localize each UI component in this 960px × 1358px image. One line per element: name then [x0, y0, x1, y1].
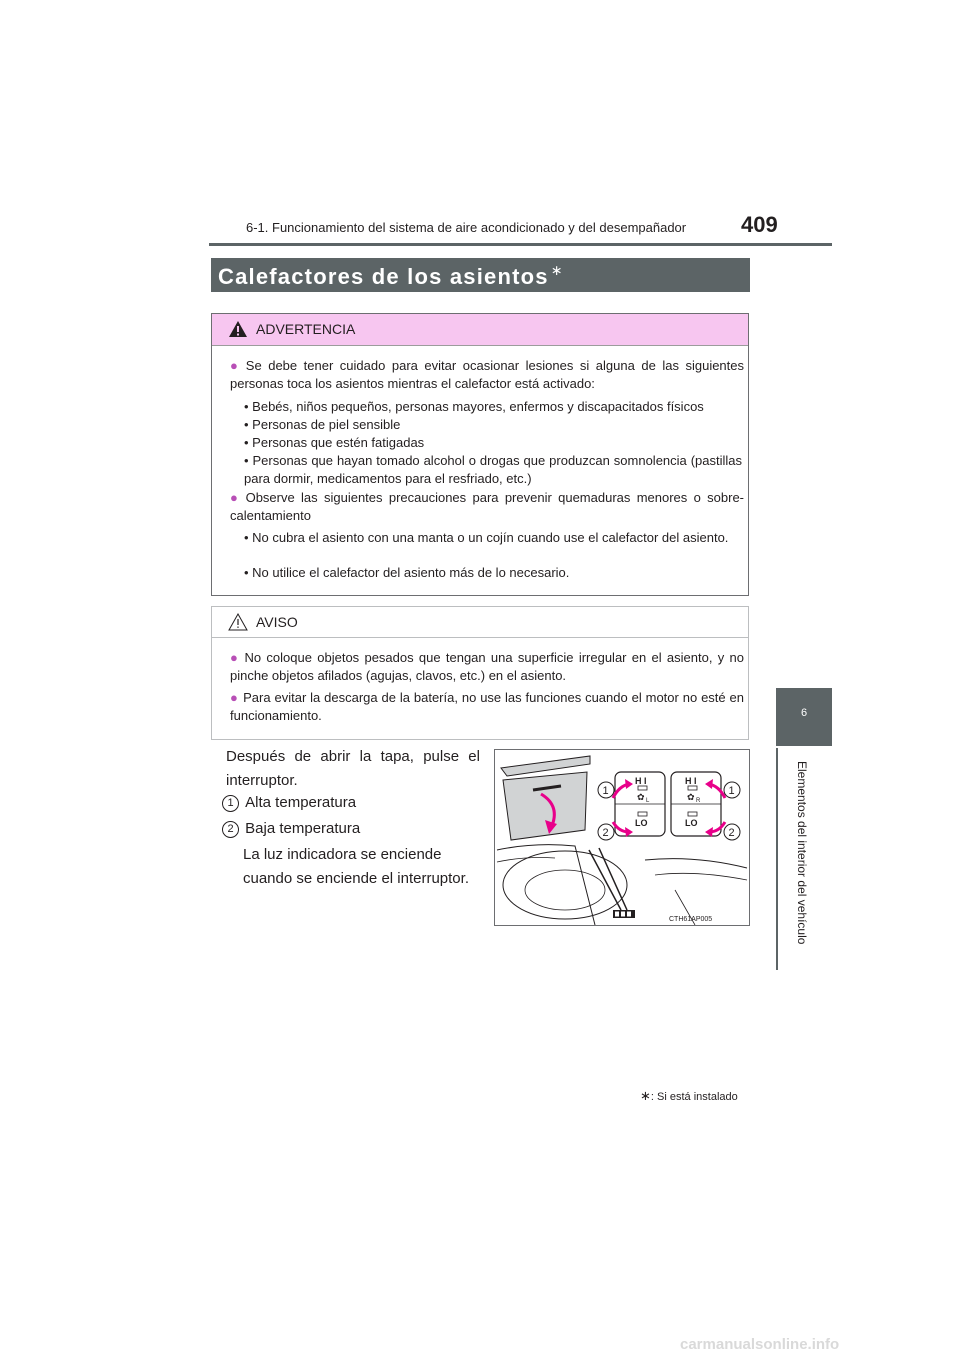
chapter-number: 6: [800, 707, 808, 719]
hi-label-right: H I: [685, 776, 697, 786]
warning-subitem: • Personas que estén fatigadas: [244, 435, 425, 450]
warning-subitem: • Bebés, niños pequeños, personas mayores, enfermos y discapacitados físicos: [244, 399, 704, 414]
chapter-label: Elementos del interior del vehículo: [795, 761, 809, 945]
notice-bullet-2: ● Para evitar la descarga de la batería, no use las funciones cuando el motor no esté en funcionamiento.: [230, 690, 744, 723]
warning-subitem: • Personas que hayan tomado alcohol o drogas que produzcan somnolencia (pastillas para dormir, medicamentos para el resfriado, etc.): [244, 453, 742, 486]
callout-number: 2: [222, 821, 239, 838]
warning-subitem: • Personas de piel sensible: [244, 417, 401, 432]
seat-icon: ✿: [637, 792, 645, 802]
warning-subitem: • No utilice el calefactor del asiento más de lo necesario.: [244, 565, 570, 580]
footnote: [640, 1088, 738, 1104]
section-header: 6-1. Funcionamiento del sistema de aire acondicionado y del desempañador: [246, 220, 687, 235]
notice-header: [212, 607, 748, 638]
warning-label: ADVERTENCIA: [256, 321, 356, 337]
warning-header: [212, 314, 748, 346]
page-number: 409: [741, 212, 778, 237]
intro-text: Después de abrir la tapa, pulse el interruptor.: [226, 748, 480, 789]
bullet-dot-icon: ●: [230, 358, 241, 373]
warning-subitem: • No cubra el asiento con una manta o un cojín cuando use el calefactor del asiento.: [244, 530, 729, 545]
figure-code: CTH61AP005: [669, 916, 713, 923]
seat-icon: ✿: [687, 792, 695, 802]
section-title: [211, 258, 750, 292]
callout-1-left: 1: [602, 785, 609, 797]
lo-label-left: LO: [635, 818, 648, 828]
right-seat-letter: R: [696, 798, 701, 804]
notice-bullet-1: ● No coloque objetos pesados que tengan una superficie irregular en el asiento, y no pinche objetos afilados (agujas, clavos, etc.) en el asiento.: [230, 650, 744, 683]
lo-label-right: LO: [685, 818, 698, 828]
seat-heater-figure: [494, 749, 750, 926]
outro-text: La luz indicadora se enciende cuando se enciende el interruptor.: [243, 846, 469, 887]
bullet-dot-icon: ●: [230, 650, 240, 665]
callout-2-right: 2: [728, 827, 735, 839]
warning-box: [211, 313, 749, 596]
warning-triangle-icon: [228, 320, 248, 338]
notice-box: [211, 606, 749, 740]
warning-bullet-1: ● Se debe tener cuidado para evitar ocasionar lesiones si alguna de las siguientes personas toca los asientos mientras el calefactor está activado:: [230, 358, 745, 391]
footnote-text: : Si está instalado: [650, 1091, 738, 1103]
list-item: 2 Baja temperatura: [222, 817, 360, 841]
callout-number: 1: [222, 795, 239, 812]
callout-2-left: 2: [602, 827, 609, 839]
notice-label: AVISO: [256, 614, 298, 630]
bullet-dot-icon: ●: [230, 490, 241, 505]
bullet-dot-icon: ●: [230, 690, 239, 705]
watermark: carmanualsonline.info: [680, 1336, 840, 1353]
hi-label-left: H I: [635, 776, 647, 786]
caution-triangle-icon: [228, 613, 248, 631]
list-item: 1 Alta temperatura: [222, 791, 356, 815]
section-title-text: Calefactores de los asientos: [218, 264, 549, 289]
left-seat-letter: L: [646, 798, 650, 804]
seat-heater-illustration: [495, 750, 749, 925]
header-rule: [209, 243, 832, 246]
warning-bullet-2: ● Observe las siguientes precauciones para prevenir quemaduras menores o sobre-calentamiento: [230, 490, 745, 523]
chapter-rule: [776, 748, 778, 970]
optional-mark: ∗: [550, 262, 564, 278]
callout-1-right: 1: [728, 785, 735, 797]
footnote-mark: ∗: [640, 1088, 651, 1103]
